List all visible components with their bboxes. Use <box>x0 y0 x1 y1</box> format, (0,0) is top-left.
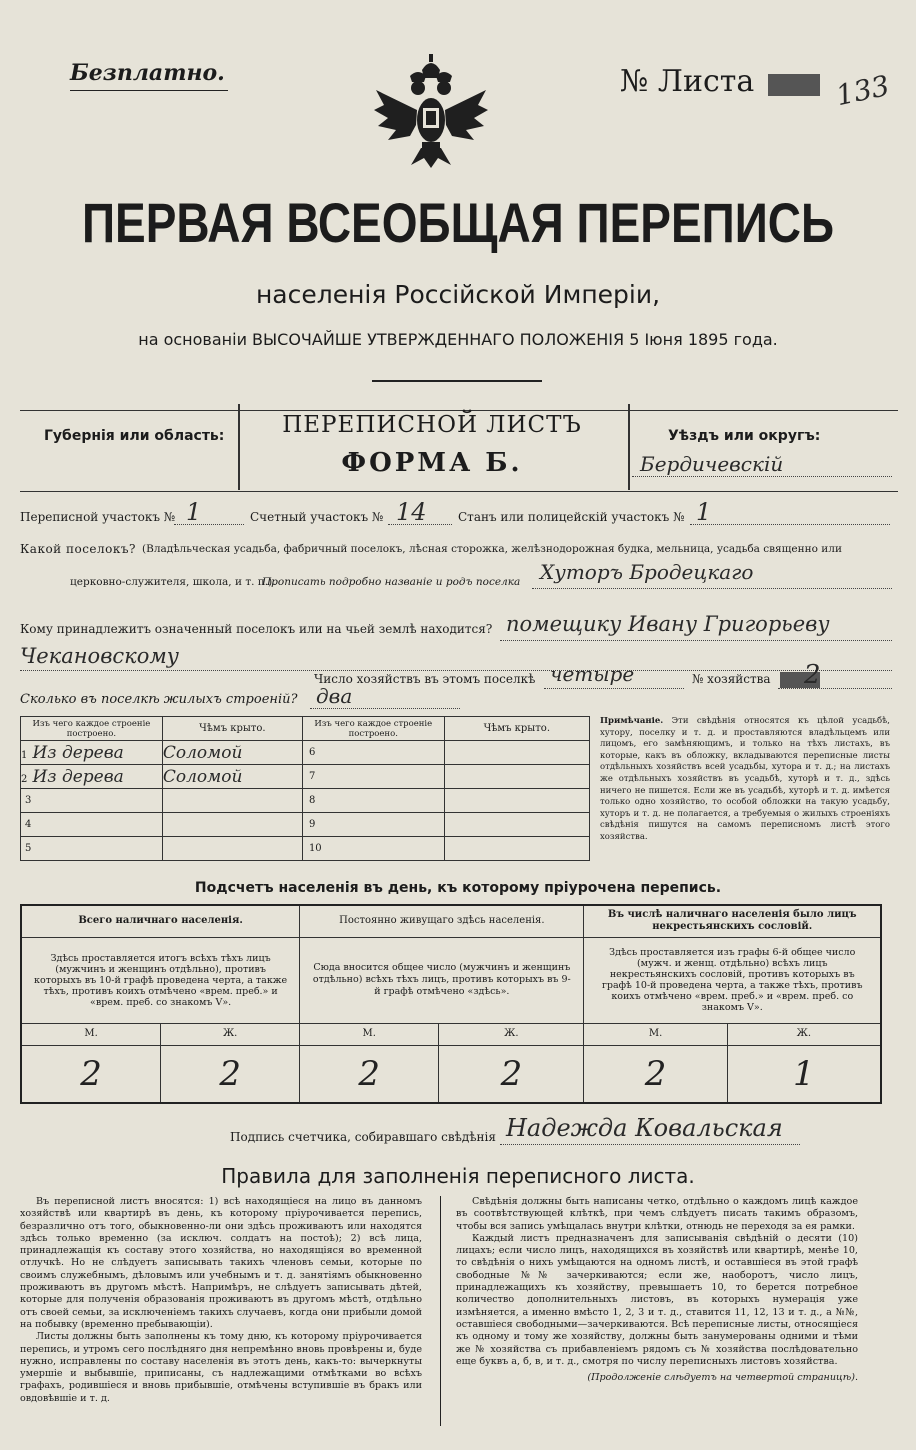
owner-value-1: помещику Ивану Григорьеву <box>506 612 830 636</box>
perepis-uchastok-value: 1 <box>186 498 202 526</box>
signature-value: Надежда Ковальская <box>506 1114 783 1142</box>
household-no-line <box>778 688 892 689</box>
sheet-number-handwritten: 133 <box>833 68 893 113</box>
population-table <box>20 904 882 1104</box>
rules-left-column <box>20 1196 422 1405</box>
double-headed-eagle-emblem <box>366 50 496 170</box>
schetny-label: Счетный участокъ № <box>250 510 384 524</box>
poselok-hint3: Прописать подробно названіе и родъ поселка <box>262 576 521 588</box>
col1-zh: Ж. <box>161 1023 300 1045</box>
uezd-line <box>632 476 892 477</box>
buildings-value: два <box>316 684 353 708</box>
col1-m: М. <box>21 1023 161 1045</box>
roof-cell <box>444 741 589 765</box>
rules-left-p2: Листы должны быть заполнены къ тому дню, къ которому пріурочивается перепись, и утромъ сего послѣдняго дня непремѣнно вновь провѣрены и, буде нужно, исправлены по составу населенія въ этотъ день, какъ-то: вычеркнуты умершіе и выбывшіе, приписаны, съ надлежащими отмѣтками во всѣхъ графахъ, родившіеся и вновь прибывшіе, отмѣчены вступившіе въ бракъ или овдовѣвшіе и т. д. <box>20 1331 422 1404</box>
col2-zh: Ж. <box>439 1023 584 1045</box>
permanent-male-value: 2 <box>300 1045 439 1103</box>
poselok-line <box>532 588 892 589</box>
table-row: 2 Из дерева <box>21 765 163 789</box>
col-roof-left: Чѣмъ крыто. <box>162 717 302 741</box>
poselok-hint2: церковно-служителя, школа, и т. п.). <box>70 576 276 588</box>
stan-line <box>690 524 890 525</box>
col3-m: М. <box>584 1023 727 1045</box>
col2-text: Сюда вносится общее число (мужчинъ и женщинъ отдѣльно) всѣхъ тѣхъ лицъ, противъ которыхъ въ 9-й графѣ отмѣчено «здѣсь». <box>300 937 584 1023</box>
row-number: 3 <box>21 789 163 813</box>
free-label: Безплатно. <box>70 60 225 86</box>
form-name: ФОРМА Б. <box>341 448 523 478</box>
poselok-label: Какой поселокъ? <box>20 542 136 556</box>
roof-cell <box>444 789 589 813</box>
free-underline <box>70 90 228 91</box>
col-material-left: Изъ чего каждое строеніе построено. <box>21 717 163 741</box>
page-title: ПЕРВАЯ ВСЕОБЩАЯ ПЕРЕПИСЬ <box>81 191 835 255</box>
schetny-line <box>388 524 452 525</box>
col3-text: Здѣсь проставляется изъ графы 6-й общее число (мужч. и женщ. отдѣльно) всѣхъ лицъ некрестьянскихъ сословій, противъ которыхъ въ графѣ 10-й проведена черта, а также тѣхъ, противъ коихъ отмѣчено «врем. преб.» и «врем. преб. со знакомъ V». <box>584 937 881 1023</box>
households-label: Число хозяйствъ въ этомъ поселкѣ <box>314 672 536 686</box>
roof-cell <box>444 765 589 789</box>
schetny-value: 14 <box>396 498 427 526</box>
nonpeasant-female-value: 1 <box>727 1045 881 1103</box>
households-value: четыре <box>550 662 635 686</box>
population-title: Подсчетъ населенія въ день, къ которому пріурочена перепись. <box>194 880 722 896</box>
col1-text: Здѣсь проставляется итогъ всѣхъ тѣхъ лицъ (мужчинъ и женщинъ отдѣльно), противъ которыхъ въ 10-й графѣ проведена черта, а также тѣхъ, противъ коихъ отмѣчено «врем. преб.» и «врем. преб. со знакомъ V». <box>21 937 300 1023</box>
roof-cell <box>162 837 302 861</box>
roof-cell: Соломой <box>162 765 302 789</box>
gubernia-label: Губернія или область: <box>44 428 225 444</box>
poselok-hint: (Владѣльческая усадьба, фабричный поселокъ, лѣсная сторожка, желѣзнодорожная будка, мельница, усадьба священно или <box>142 543 842 555</box>
household-no-label: № хозяйства <box>692 672 771 686</box>
roof-cell <box>162 789 302 813</box>
roof-cell: Соломой <box>162 741 302 765</box>
note-text: Эти свѣдѣнія относятся къ цѣлой усадьбѣ, хутору, поселку и т. д. и проставляются владѣльцемъ или лицомъ, его замѣняющимъ, и только на тѣхъ листахъ, въ которые, какъ въ обложку, вкладываются переписные листы отдѣльныхъ хозяйствъ всей усадьбы, хутора и т. д.; на листахъ же отдѣльныхъ хозяйствъ въ усадьбѣ, хуторѣ и т. д., здѣсь ничего не пишется. Если же въ усадьбѣ, хуторѣ и т. д. имѣется только одно хозяйство, то особой обложки на такую усадьбу, хуторъ и т. д. не полагается, а требуемыя о жилыхъ строеніяхъ свѣдѣнія пишутся на самомъ переписномъ листѣ этого хозяйства. <box>600 716 891 842</box>
col-material-right: Изъ чего каждое строеніе построено. <box>302 717 444 741</box>
title-divider <box>372 380 542 382</box>
col1-head: Всего наличнаго населенія. <box>21 905 300 937</box>
rules-continued: (Продолженіе слѣдуетъ на четвертой страницѣ). <box>587 1372 858 1384</box>
households-line <box>544 688 684 689</box>
rules-divider <box>440 1196 441 1426</box>
roof-cell <box>162 813 302 837</box>
col3-head: Въ числѣ наличнаго населенія было лицъ некрестьянскихъ сословій. <box>584 905 881 937</box>
row-number: 10 <box>302 837 444 861</box>
roof-cell <box>444 813 589 837</box>
stan-label: Станъ или полицейскій участокъ № <box>458 510 685 524</box>
buildings-note <box>600 716 890 844</box>
row-number: 6 <box>302 741 444 765</box>
buildings-label: Сколько въ поселкѣ жилыхъ строеній? <box>20 692 298 707</box>
perepis-uchastok-line <box>174 524 244 525</box>
household-no-value: 2 <box>804 660 821 690</box>
sheet-number-label: № Листа <box>620 64 755 99</box>
owner-line-2 <box>20 670 892 671</box>
roof-cell <box>444 837 589 861</box>
table-row: 1 Из дерева <box>21 741 163 765</box>
owner-line-1 <box>500 640 892 641</box>
row-number: 4 <box>21 813 163 837</box>
nonpeasant-male-value: 2 <box>584 1045 727 1103</box>
rules-left-p1: Въ переписной листъ вносятся: 1) всѣ находящіеся на лицо въ данномъ хозяйствѣ или квартирѣ въ день, къ которому пріурочивается перепись, безразлично отъ того, обыкновенно-ли они здѣсь проживаютъ или находятся здѣсь только временно (за исключ. солдатъ на постоѣ); 2) всѣ лица, принадлежащія къ составу этого хозяйства, но находящіяся во временной отлучкѣ. Но не слѣдуетъ записывать такихъ членовъ семьи, которые по своимъ служебнымъ, дѣловымъ или учебнымъ и т. д. занятіямъ обыкновенно проживаютъ въ другомъ мѣстѣ. Напримѣръ, не слѣдуетъ записывать дѣтей, которые для полученія образованія проживаютъ въ другомъ мѣстѣ, отдѣльно отъ своей семьи, за исключеніемъ такихъ случаевъ, когда они прибыли домой на побывку (временно пребывающіи). <box>20 1196 422 1330</box>
stan-value: 1 <box>696 498 712 526</box>
col3-zh: Ж. <box>727 1023 881 1045</box>
uezd-label: Уѣздъ или округъ: <box>668 428 821 444</box>
rules-right-column <box>456 1196 858 1384</box>
rules-right-p2: Каждый листъ предназначенъ для записыванія свѣдѣній о десяти (10) лицахъ; если число лицъ, находящихся въ хозяйствѣ или квартирѣ, менѣе 10, то свѣдѣнія о нихъ умѣщаются на одномъ листѣ, и оставшіеся въ этой графѣ свободные №№ зачеркиваются; если же, наоборотъ, число лицъ, принадлежащихъ къ хозяйству, превышаетъ 10, то берется потребное количество дополнительныхъ листовъ, въ которыхъ нумерація уже измѣняется, а именно вмѣсто 1, 2, 3 и т. д., ставится 11, 12, 13 и т. д., а №№, оставшіеся свободными—зачеркиваются. Всѣ переписные листы, относящіеся къ одному и тому же хозяйству, должны быть занумерованы одними и тѣми же № хозяйства съ прибавленіемъ рядомъ съ № хозяйства послѣдовательно еще буквъ а, б, в, и т. д., смотря по числу переписныхъ листовъ хозяйства. <box>456 1232 858 1367</box>
rules-title: Правила для заполненія переписного листа. <box>221 1164 695 1188</box>
row-number: 7 <box>302 765 444 789</box>
rules-right-p1: Свѣдѣнія должны быть написаны четко, отдѣльно о каждомъ лицѣ каждое въ соотвѣтствующей клѣткѣ, при чемъ слѣдуетъ писать такимъ образомъ, чтобы вся запись умѣщалась внутри клѣтки, отнюдь не переходя за ея рамки. <box>456 1196 858 1232</box>
sheet-number-redacted <box>768 74 820 96</box>
col2-m: М. <box>300 1023 439 1045</box>
form-title: ПЕРЕПИСНОЙ ЛИСТЪ <box>282 412 582 438</box>
row-number: 8 <box>302 789 444 813</box>
row-number: 9 <box>302 813 444 837</box>
row-number: 5 <box>21 837 163 861</box>
note-title: Примѣчаніе. <box>600 716 664 726</box>
buildings-table <box>20 716 590 861</box>
owner-value-2: Чекановскому <box>20 644 179 668</box>
col-roof-right: Чѣмъ крыто. <box>444 717 589 741</box>
page-subtitle: населенія Россійской Имперіи, <box>255 280 661 309</box>
permanent-female-value: 2 <box>439 1045 584 1103</box>
uezd-value: Бердичевскій <box>640 452 784 476</box>
total-male-value: 2 <box>21 1045 161 1103</box>
owner-label: Кому принадлежитъ означенный поселокъ или на чьей землѣ находится? <box>20 622 493 636</box>
signature-line <box>500 1144 800 1145</box>
col2-head: Постоянно живущаго здѣсь населенія. <box>300 905 584 937</box>
total-female-value: 2 <box>161 1045 300 1103</box>
poselok-value: Хуторъ Бродецкаго <box>540 560 754 584</box>
legal-basis: на основаніи ВЫСОЧАЙШЕ УТВЕРЖДЕННАГО ПОЛОЖЕНІЯ 5 Іюня 1895 года. <box>138 330 778 349</box>
perepis-uchastok-label: Переписной участокъ № <box>20 510 176 524</box>
buildings-line <box>310 708 460 709</box>
signature-label: Подпись счетчика, собиравшаго свѣдѣнія <box>230 1130 496 1144</box>
